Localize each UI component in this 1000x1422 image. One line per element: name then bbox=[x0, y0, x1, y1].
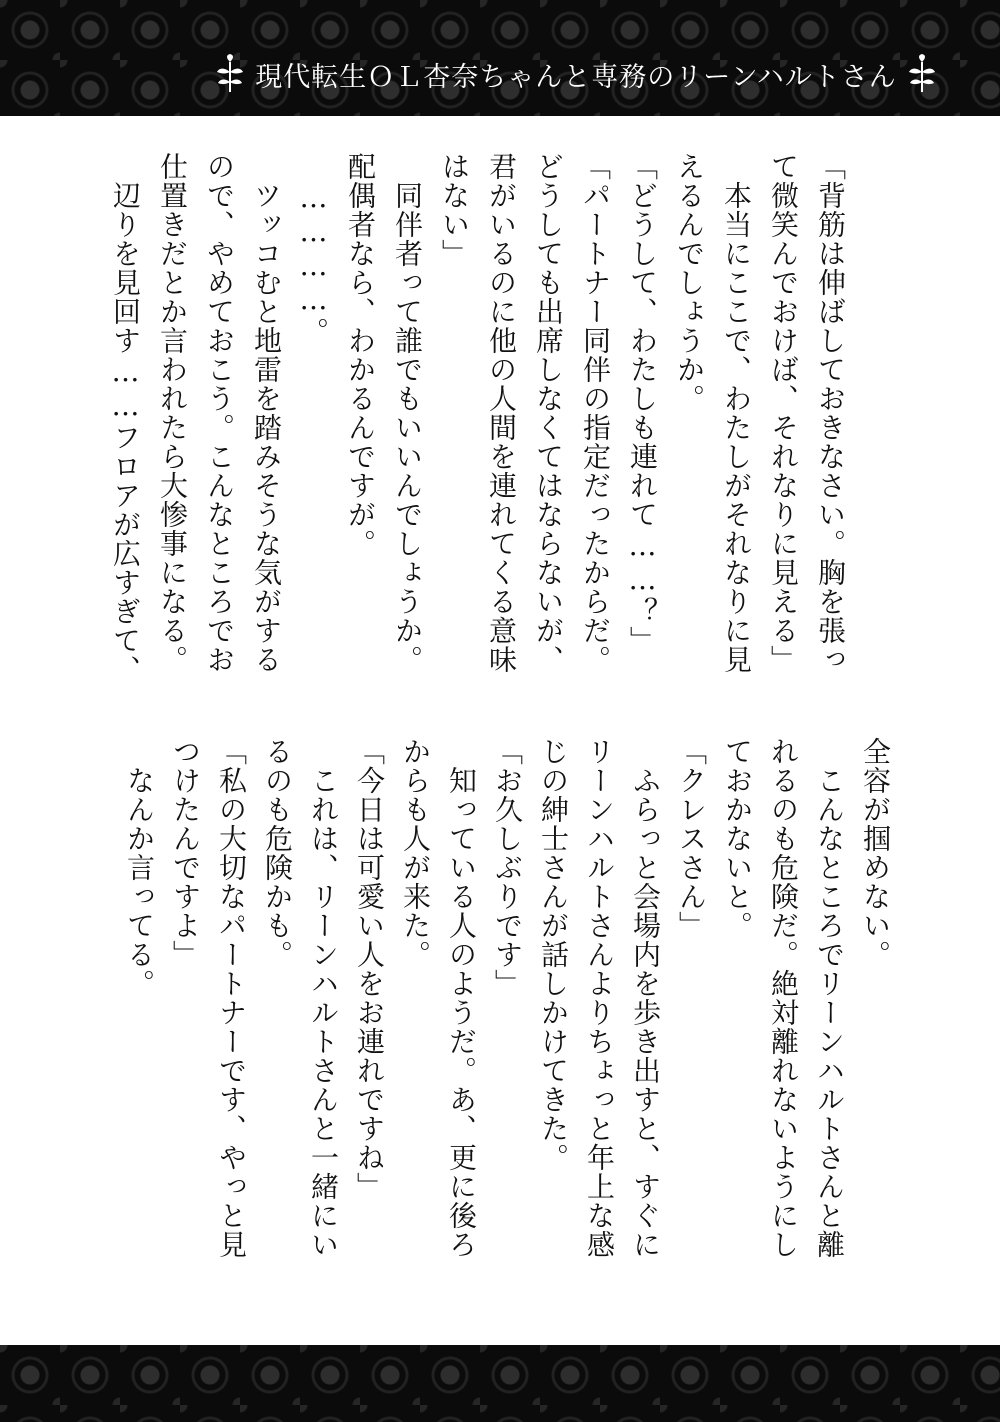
footer-band bbox=[0, 1345, 1000, 1422]
text-column: ので、やめておこう。こんなところでお bbox=[203, 152, 236, 674]
text-column: 本当にここで、わたしがそれなりに見 bbox=[720, 152, 753, 674]
text-column: るのも危険かも。 bbox=[261, 737, 294, 969]
header-title-bar bbox=[210, 52, 942, 96]
text-column: 「今日は可愛い人をお連れですね」 bbox=[353, 737, 386, 1201]
text-column: 「私の大切なパートナーです、やっと見 bbox=[215, 737, 248, 1259]
text-column: なんか言ってる。 bbox=[123, 737, 156, 998]
text-column: こんなところでリーンハルトさんと離 bbox=[813, 737, 846, 1259]
text-column: …………。 bbox=[297, 152, 330, 346]
text-column: 「お久しぶりです」 bbox=[491, 737, 524, 998]
left-flower-ornament-icon bbox=[213, 54, 247, 94]
text-column: 仕置きだとか言われたら大惨事になる。 bbox=[156, 152, 189, 674]
text-column: て微笑んでおけば、それなりに見える」 bbox=[767, 152, 800, 674]
text-column: れるのも危険だ。絶対離れないようにし bbox=[767, 737, 800, 1259]
text-column: 同伴者って誰でもいいんでしょうか。 bbox=[391, 152, 424, 674]
text-column: ふらっと会場内を歩き出すと、すぐに bbox=[629, 737, 662, 1259]
text-column: 「背筋は伸ばしておきなさい。胸を張っ bbox=[814, 152, 847, 674]
text-column: えるんでしょうか。 bbox=[673, 152, 706, 413]
text-column: はない」 bbox=[438, 152, 471, 268]
right-flower-ornament-icon bbox=[905, 54, 939, 94]
text-column: じの紳士さんが話しかけてきた。 bbox=[537, 737, 570, 1172]
text-column: 「クレスさん」 bbox=[675, 737, 708, 940]
text-column: 君がいるのに他の人間を連れてくる意味 bbox=[485, 152, 518, 674]
text-column: 知っている人のようだ。あ、更に後ろ bbox=[445, 737, 478, 1259]
text-column: 「どうして、わたしも連れて……？」 bbox=[626, 152, 659, 655]
text-column: リーンハルトさんよりちょっと年上な感 bbox=[583, 737, 616, 1259]
text-column: 全容が掴めない。 bbox=[859, 737, 892, 969]
text-column: 「パートナー同伴の指定だったからだ。 bbox=[579, 152, 612, 674]
text-column: からも人が来た。 bbox=[399, 737, 432, 969]
text-column: ておかないと。 bbox=[721, 737, 754, 940]
text-column: どうしても出席しなくてはならないが、 bbox=[532, 152, 565, 674]
text-column: これは、リーンハルトさんと一緒にい bbox=[307, 737, 340, 1259]
text-column: ツッコむと地雷を踏みそうな気がする bbox=[250, 152, 283, 674]
text-column: 辺りを見回す……フロアが広すぎて、 bbox=[109, 152, 142, 684]
text-column: 配偶者なら、わかるんですが。 bbox=[344, 152, 377, 558]
page-title: 現代転生ＯＬ杏奈ちゃんと専務のリーンハルトさん bbox=[255, 61, 897, 93]
text-column: つけたんですよ」 bbox=[169, 737, 202, 969]
